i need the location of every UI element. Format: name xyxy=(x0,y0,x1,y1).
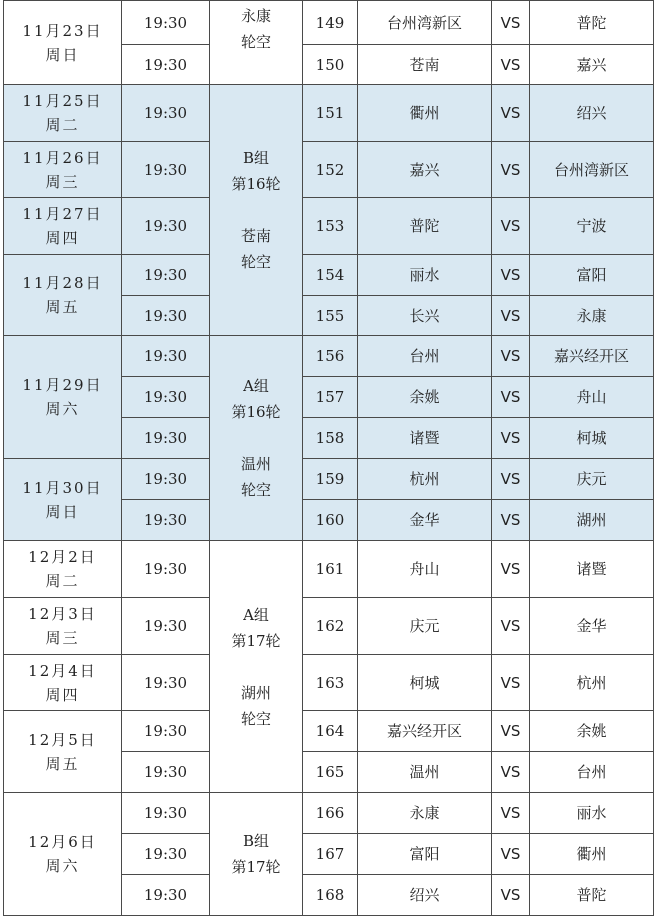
round-cell xyxy=(210,541,303,793)
away-team: 绍兴 xyxy=(530,85,654,142)
vs-label: VS xyxy=(492,500,530,541)
round-line: 第17轮 xyxy=(231,631,281,650)
home-team: 金华 xyxy=(358,500,492,541)
match-number: 163 xyxy=(303,655,358,711)
time-cell: 19:30 xyxy=(122,377,210,418)
away-team: 庆元 xyxy=(530,459,654,500)
match-number: 158 xyxy=(303,418,358,459)
time-cell: 19:30 xyxy=(122,500,210,541)
home-team: 庆元 xyxy=(358,598,492,655)
home-team: 绍兴 xyxy=(358,875,492,916)
time-cell: 19:30 xyxy=(122,198,210,255)
home-team: 衢州 xyxy=(358,85,492,142)
round-line: 苍南 xyxy=(240,227,271,245)
time-cell: 19:30 xyxy=(122,711,210,752)
table-row xyxy=(4,711,654,752)
date-cell xyxy=(4,85,122,142)
table-row xyxy=(4,142,654,198)
date-text: 11月23日 xyxy=(22,21,103,40)
weekday-text: 周六 xyxy=(45,400,80,418)
weekday-text: 周日 xyxy=(45,45,80,64)
away-team: 普陀 xyxy=(530,1,654,45)
away-team: 嘉兴 xyxy=(530,45,654,85)
away-team: 衢州 xyxy=(530,834,654,875)
vs-label: VS xyxy=(492,198,530,255)
away-team: 杭州 xyxy=(530,655,654,711)
date-text: 11月27日 xyxy=(22,205,103,223)
vs-label: VS xyxy=(492,418,530,459)
weekday-text: 周五 xyxy=(45,754,80,773)
weekday-text: 周五 xyxy=(45,298,80,316)
home-team: 永康 xyxy=(358,793,492,834)
table-row xyxy=(4,541,654,598)
home-team: 长兴 xyxy=(358,296,492,336)
vs-label: VS xyxy=(492,459,530,500)
round-line: 温州 xyxy=(240,455,271,473)
match-number: 166 xyxy=(303,793,358,834)
home-team: 苍南 xyxy=(358,45,492,85)
away-team: 柯城 xyxy=(530,418,654,459)
round-line: 轮空 xyxy=(240,709,271,728)
weekday-text: 周三 xyxy=(45,629,80,647)
round-cell xyxy=(210,793,303,916)
round-line: 第16轮 xyxy=(231,175,281,193)
match-number: 156 xyxy=(303,336,358,377)
weekday-text: 周二 xyxy=(45,572,80,590)
date-cell xyxy=(4,793,122,916)
away-team: 余姚 xyxy=(530,711,654,752)
vs-label: VS xyxy=(492,711,530,752)
round-line: 轮空 xyxy=(240,33,271,51)
weekday-text: 周日 xyxy=(45,502,80,521)
away-team: 湖州 xyxy=(530,500,654,541)
date-text: 12月6日 xyxy=(28,833,97,851)
date-text: 12月2日 xyxy=(28,548,97,566)
table-row xyxy=(4,793,654,834)
time-cell: 19:30 xyxy=(122,418,210,459)
match-number: 159 xyxy=(303,459,358,500)
home-team: 台州 xyxy=(358,336,492,377)
match-number: 151 xyxy=(303,85,358,142)
vs-label: VS xyxy=(492,793,530,834)
round-line: B组 xyxy=(242,149,270,167)
vs-label: VS xyxy=(492,1,530,45)
time-cell: 19:30 xyxy=(122,541,210,598)
away-team: 金华 xyxy=(530,598,654,655)
match-number: 155 xyxy=(303,296,358,336)
time-cell: 19:30 xyxy=(122,296,210,336)
match-number: 167 xyxy=(303,834,358,875)
table-row xyxy=(4,198,654,255)
vs-label: VS xyxy=(492,336,530,377)
round-line: A组 xyxy=(243,605,269,624)
round-cell xyxy=(210,1,303,85)
time-cell: 19:30 xyxy=(122,336,210,377)
away-team: 诸暨 xyxy=(530,541,654,598)
vs-label: VS xyxy=(492,255,530,296)
date-cell xyxy=(4,336,122,459)
date-cell xyxy=(4,1,122,85)
date-cell xyxy=(4,598,122,655)
vs-label: VS xyxy=(492,85,530,142)
match-number: 150 xyxy=(303,45,358,85)
time-cell: 19:30 xyxy=(122,752,210,793)
match-number: 165 xyxy=(303,752,358,793)
match-number: 149 xyxy=(303,1,358,45)
away-team: 台州湾新区 xyxy=(530,142,654,198)
vs-label: VS xyxy=(492,655,530,711)
away-team: 永康 xyxy=(530,296,654,336)
match-number: 154 xyxy=(303,255,358,296)
date-text: 11月25日 xyxy=(22,92,103,110)
date-cell xyxy=(4,459,122,541)
time-cell: 19:30 xyxy=(122,834,210,875)
round-line: A组 xyxy=(243,377,269,395)
home-team: 丽水 xyxy=(358,255,492,296)
time-cell: 19:30 xyxy=(122,875,210,916)
home-team: 余姚 xyxy=(358,377,492,418)
date-text: 12月5日 xyxy=(28,730,97,749)
table-row xyxy=(4,459,654,500)
match-number: 168 xyxy=(303,875,358,916)
round-cell xyxy=(210,336,303,541)
weekday-text: 周四 xyxy=(45,685,80,704)
away-team: 富阳 xyxy=(530,255,654,296)
home-team: 舟山 xyxy=(358,541,492,598)
date-text: 11月26日 xyxy=(22,148,103,167)
time-cell: 19:30 xyxy=(122,1,210,45)
match-number: 164 xyxy=(303,711,358,752)
date-text: 11月29日 xyxy=(22,376,103,394)
time-cell: 19:30 xyxy=(122,459,210,500)
home-team: 温州 xyxy=(358,752,492,793)
vs-label: VS xyxy=(492,541,530,598)
home-team: 富阳 xyxy=(358,834,492,875)
home-team: 台州湾新区 xyxy=(358,1,492,45)
date-cell xyxy=(4,142,122,198)
away-team: 嘉兴经开区 xyxy=(530,336,654,377)
date-text: 11月30日 xyxy=(22,478,103,497)
round-cell xyxy=(210,85,303,336)
round-line: 轮空 xyxy=(240,253,271,271)
match-number: 152 xyxy=(303,142,358,198)
vs-label: VS xyxy=(492,142,530,198)
time-cell: 19:30 xyxy=(122,255,210,296)
home-team: 嘉兴 xyxy=(358,142,492,198)
date-cell xyxy=(4,711,122,793)
vs-label: VS xyxy=(492,752,530,793)
home-team: 诸暨 xyxy=(358,418,492,459)
time-cell: 19:30 xyxy=(122,793,210,834)
round-line: 第16轮 xyxy=(231,403,281,421)
time-cell: 19:30 xyxy=(122,142,210,198)
date-cell xyxy=(4,255,122,336)
round-line: B组 xyxy=(242,832,270,850)
schedule-table xyxy=(3,0,654,916)
weekday-text: 周六 xyxy=(45,857,80,875)
time-cell: 19:30 xyxy=(122,45,210,85)
table-row xyxy=(4,1,654,45)
vs-label: VS xyxy=(492,834,530,875)
table-row xyxy=(4,255,654,296)
vs-label: VS xyxy=(492,377,530,418)
round-line: 轮空 xyxy=(240,481,271,499)
vs-label: VS xyxy=(492,875,530,916)
away-team: 台州 xyxy=(530,752,654,793)
table-row xyxy=(4,655,654,711)
match-number: 157 xyxy=(303,377,358,418)
away-team: 丽水 xyxy=(530,793,654,834)
match-number: 160 xyxy=(303,500,358,541)
date-text: 12月4日 xyxy=(28,661,97,680)
away-team: 宁波 xyxy=(530,198,654,255)
weekday-text: 周二 xyxy=(45,116,80,134)
home-team: 杭州 xyxy=(358,459,492,500)
date-cell xyxy=(4,541,122,598)
table-row xyxy=(4,336,654,377)
match-number: 153 xyxy=(303,198,358,255)
vs-label: VS xyxy=(492,598,530,655)
time-cell: 19:30 xyxy=(122,655,210,711)
date-text: 12月3日 xyxy=(28,605,97,623)
home-team: 普陀 xyxy=(358,198,492,255)
home-team: 柯城 xyxy=(358,655,492,711)
round-line: 永康 xyxy=(240,7,271,25)
table-row xyxy=(4,85,654,142)
weekday-text: 周四 xyxy=(45,229,80,247)
time-cell: 19:30 xyxy=(122,598,210,655)
round-line: 湖州 xyxy=(240,683,271,702)
round-line: 第17轮 xyxy=(231,858,281,876)
match-number: 162 xyxy=(303,598,358,655)
vs-label: VS xyxy=(492,296,530,336)
weekday-text: 周三 xyxy=(45,172,80,191)
vs-label: VS xyxy=(492,45,530,85)
date-text: 11月28日 xyxy=(22,274,103,292)
away-team: 舟山 xyxy=(530,377,654,418)
away-team: 普陀 xyxy=(530,875,654,916)
date-cell xyxy=(4,655,122,711)
date-cell xyxy=(4,198,122,255)
match-number: 161 xyxy=(303,541,358,598)
table-row xyxy=(4,598,654,655)
home-team: 嘉兴经开区 xyxy=(358,711,492,752)
time-cell: 19:30 xyxy=(122,85,210,142)
